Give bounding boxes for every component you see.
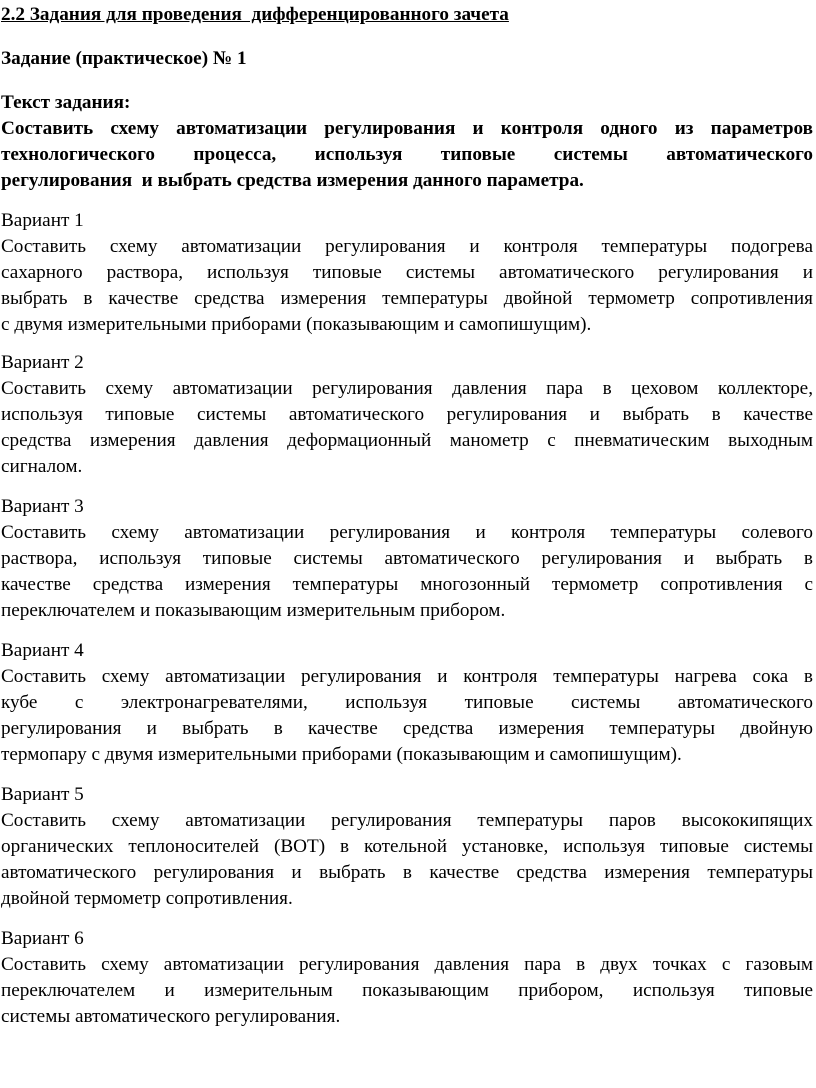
task-text-label: Текст задания: (1, 92, 131, 113)
task-title: Задание (практическое) № 1 (1, 48, 247, 69)
variant-5-line: двойной термометр сопротивления. (1, 888, 293, 909)
variant-5-line: автоматического регулирования и выбрать в качестве средства измерения температуры (1, 862, 813, 883)
variant-2-line: используя типовые системы автоматического регулирования и выбрать в качестве (1, 404, 813, 425)
variant-6-label: Вариант 6 (1, 928, 84, 949)
task-text-line: Составить схему автоматизации регулирования и контроля одного из параметров (1, 118, 813, 139)
variant-4-line: кубе с электронагревателями, используя типовые системы автоматического (1, 692, 813, 713)
variant-3-label: Вариант 3 (1, 496, 84, 517)
variant-1-line: с двумя измерительными приборами (показывающим и самопишущим). (1, 314, 592, 335)
variant-2-line: сигналом. (1, 456, 83, 477)
variant-5-line: органических теплоносителей (ВОТ) в котельной установке, используя типовые системы (1, 836, 813, 857)
variant-1-line: Составить схему автоматизации регулирования и контроля температуры подогрева (1, 236, 813, 257)
variant-3-line: качестве средства измерения температуры многозонный термометр сопротивления с (1, 574, 813, 595)
variant-4-line: Составить схему автоматизации регулирования и контроля температуры нагрева сока в (1, 666, 813, 687)
task-text-line: регулирования и выбрать средства измерения данного параметра. (1, 170, 584, 191)
section-heading: 2.2 Задания для проведения дифференцированного зачета (1, 4, 509, 25)
variant-3-line: раствора, используя типовые системы автоматического регулирования и выбрать в (1, 548, 813, 569)
variant-1-label: Вариант 1 (1, 210, 84, 231)
variant-6-line: системы автоматического регулирования. (1, 1006, 341, 1027)
variant-1-line: выбрать в качестве средства измерения температуры двойной термометр сопротивления (1, 288, 813, 309)
task-text-line: технологического процесса, используя типовые системы автоматического (1, 144, 813, 165)
variant-2-label: Вариант 2 (1, 352, 84, 373)
variant-4-label: Вариант 4 (1, 640, 84, 661)
variant-2-line: средства измерения давления деформационный манометр с пневматическим выходным (1, 430, 813, 451)
variant-5-line: Составить схему автоматизации регулирования температуры паров высококипящих (1, 810, 813, 831)
variant-6-line: Составить схему автоматизации регулирования давления пара в двух точках с газовым (1, 954, 813, 975)
variant-1-line: сахарного раствора, используя типовые системы автоматического регулирования и (1, 262, 813, 283)
variant-4-line: термопару с двумя измерительными приборами (показывающим и самопишущим). (1, 744, 682, 765)
variant-6-line: переключателем и измерительным показывающим прибором, используя типовые (1, 980, 813, 1001)
variant-5-label: Вариант 5 (1, 784, 84, 805)
variant-3-line: Составить схему автоматизации регулирования и контроля температуры солевого (1, 522, 813, 543)
variant-4-line: регулирования и выбрать в качестве средства измерения температуры двойную (1, 718, 813, 739)
variant-3-line: переключателем и показывающим измерительным прибором. (1, 600, 506, 621)
variant-2-line: Составить схему автоматизации регулирования давления пара в цеховом коллекторе, (1, 378, 813, 399)
